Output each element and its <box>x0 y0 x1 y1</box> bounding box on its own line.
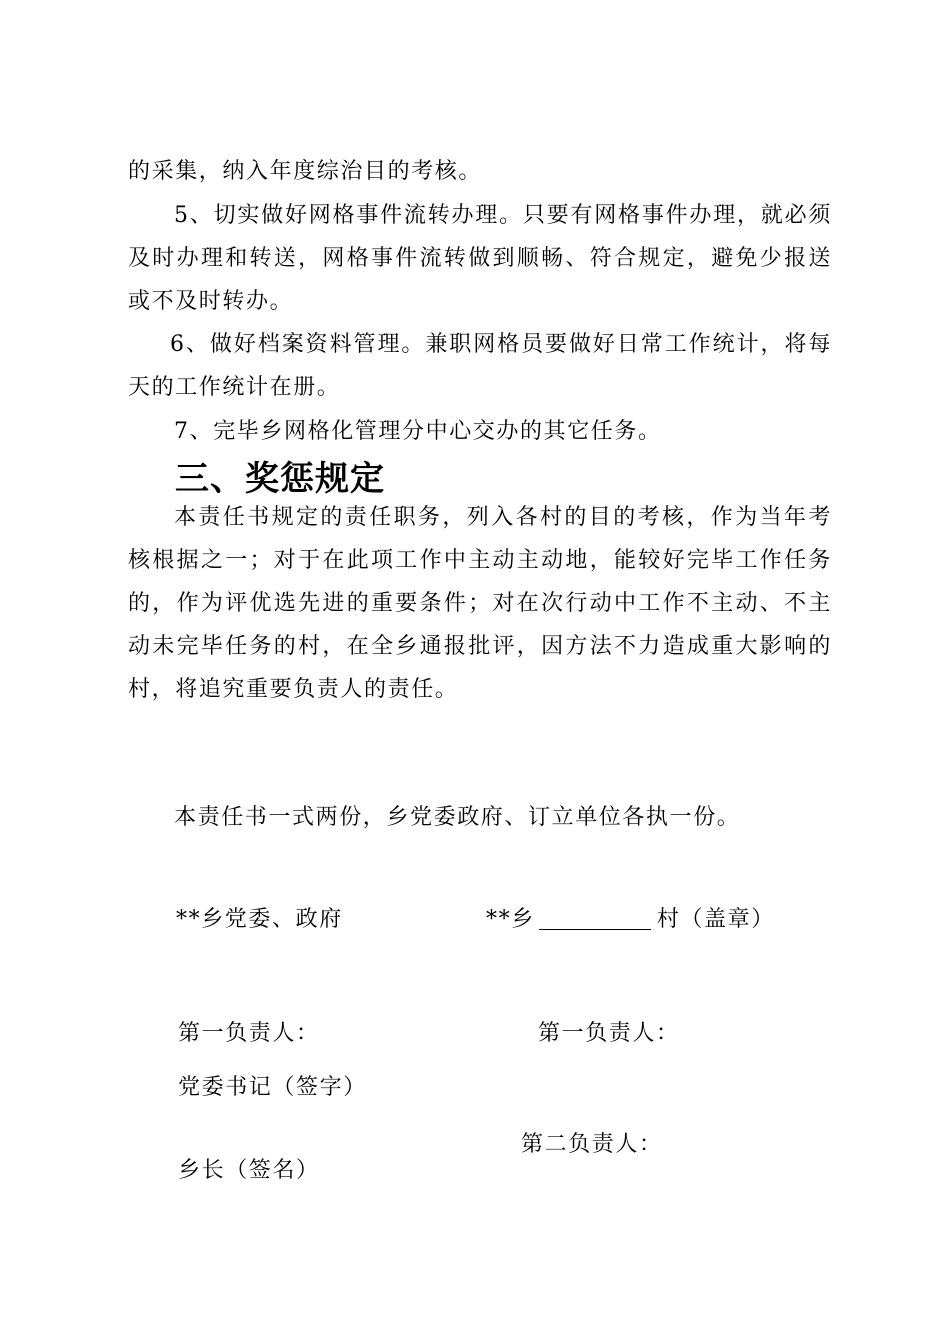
village-name-blank <box>539 907 651 930</box>
left-first-responsible-label: 第一负责人： <box>178 1021 320 1046</box>
paragraph-rewards-penalties: 本责任书规定的责任职务，列入各村的目的考核，作为当年考核根据之一；对于在此项工作中主动主动地，能较好完毕工作任务的，作为评优选先进的重要条件；对在次行动中工作不主动、不主动未完毕任务的村，在全乡通报批评，因方法不力造成重大影响的村，将追究重要负责人的责任。 <box>128 505 832 702</box>
right-second-responsible-label: 第二负责人： <box>521 1132 663 1157</box>
copies-note: 本责任书一式两份，乡党委政府、订立单位各执一份。 <box>174 805 741 830</box>
right-first-responsible-label: 第一负责人： <box>538 1021 680 1046</box>
section-heading-rewards-penalties: 三、奖惩规定 <box>175 459 385 499</box>
right-party-suffix: 村（盖章） <box>656 907 775 932</box>
paragraph-item-7: 7、完毕乡网格化管理分中心交办的其它任务。 <box>174 419 662 444</box>
paragraph-item-6: 6、做好档案资料管理。兼职网格员要做好日常工作统计，将每天的工作统计在册。 <box>128 332 832 400</box>
right-party-label <box>486 905 775 935</box>
left-party-label: **乡党委、政府 <box>176 907 343 932</box>
paragraph-item-5: 5、切实做好网格事件流转办理。只要有网格事件办理，就必须及时办理和转送，网格事件流转做到顺畅、符合规定，避免少报送或不及时转办。 <box>128 203 832 314</box>
paragraph-continuation: 的采集，纳入年度综治目的考核。 <box>128 159 483 184</box>
township-head-signature-label: 乡长（签名） <box>178 1158 320 1183</box>
right-party-prefix: **乡 <box>486 907 535 932</box>
party-secretary-signature-label: 党委书记（签字） <box>178 1075 367 1100</box>
